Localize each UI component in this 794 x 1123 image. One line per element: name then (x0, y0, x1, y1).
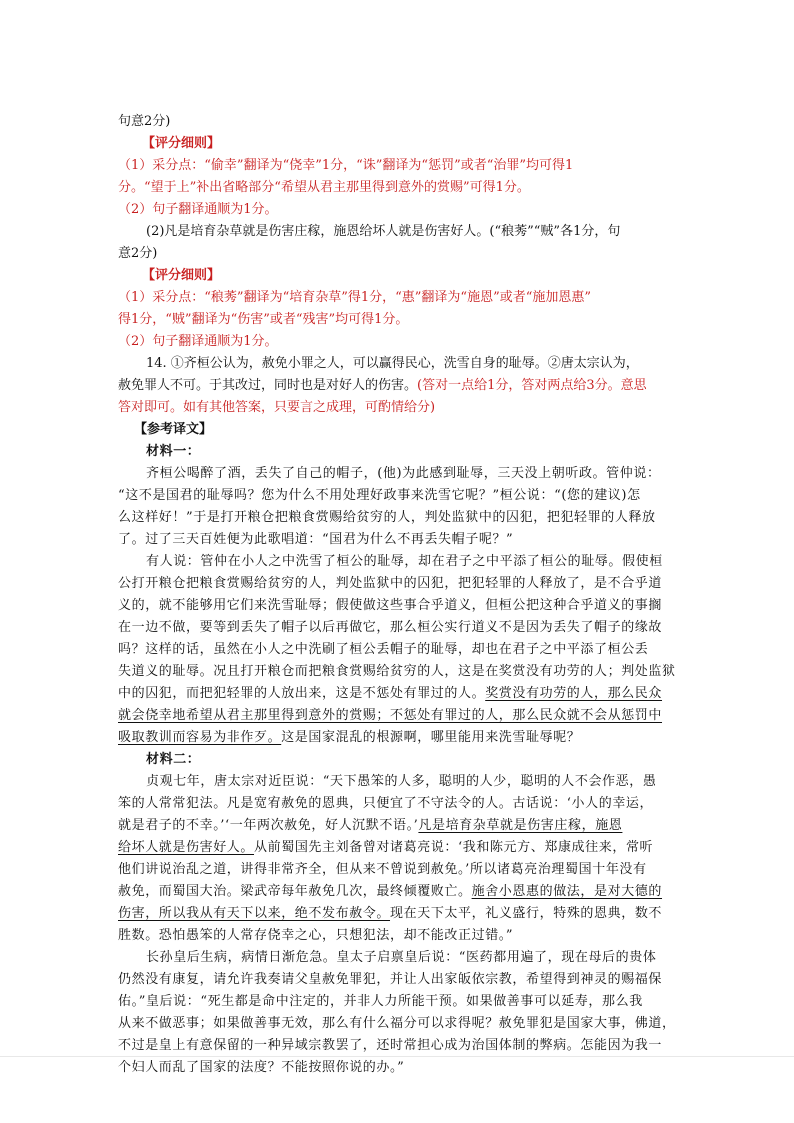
underlined-sentence: 给坏人就是伤害好人。 (118, 840, 255, 855)
underlined-sentence: 吸取教训而容易为非作歹。 (118, 730, 282, 745)
material-2-p4-line: 佑。”皇后说：“死生都是命中注定的，并非人力所能干预。如果做善事可以延寿，那么我 (118, 994, 643, 1009)
material-1-p2-text: 这是国家混乱的根源啊，哪里能用来洗雪耻辱呢？ (281, 730, 581, 745)
scoring-rule-1b: 分。“望于上”补出省略部分“希望从君主那里得到意外的赏赐”可得1分。 (118, 180, 530, 195)
material-1-p1-line: 了。过了三天百姓便为此歌唱道：“国君为什么不再丢失帽子呢？” (118, 532, 514, 547)
material-1-p1-line: “这不是国君的耻辱吗？您为什么不用处理好政事来洗雪它呢？”桓公说：“(您的建议)怎 (118, 488, 641, 503)
material-2-p3-text: 赦免，而蜀国大治。梁武帝每年赦免几次，最终倾覆败亡。 (118, 884, 472, 899)
material-1-p2-line (118, 683, 688, 705)
material-1-p2-text: 中的囚犯，而把犯轻罪的人放出来，这是不惩处有罪过的人。 (118, 686, 486, 701)
answer-q14-line-1: 14. ①齐桓公认为，赦免小罪之人，可以赢得民心，洗雪自身的耻辱。②唐太宗认为， (146, 356, 639, 371)
answer-q14-line-2 (118, 375, 688, 397)
scoring-rule-2a: （1）采分点：“稂莠”翻译为“培育杂草”得1分，“惠”翻译为“施恩”或者“施加恩惠” (118, 290, 592, 305)
material-2-title: 材料二： (146, 752, 201, 767)
answer-continuation: 句意2分) (118, 114, 171, 129)
answer-q2-line-2: 意2分) (118, 246, 158, 261)
answer-q2-line-1: (2)凡是培育杂草就是伤害庄稼，施恩给坏人就是伤害好人。(“稂莠”“贼”各1分，句 (146, 224, 621, 239)
answer-q14-scoring: (答对一点给1分，答对两点给3分。意思 (417, 378, 647, 393)
underlined-sentence: 就会侥幸地希望从君主那里得到意外的赏赐；不惩处有罪过的人，那么民众就不会从惩罚中 (118, 708, 663, 723)
translation-heading: 【参考译文】 (134, 422, 213, 437)
underlined-sentence: 奖赏没有功劳的人，那么民众 (485, 686, 663, 701)
material-1-p2-line: 有人说：管仲在小人之中洗雪了桓公的耻辱，却在君子之中平添了桓公的耻辱。假使桓 (146, 554, 663, 569)
material-1-p2-line (118, 727, 688, 749)
material-2-p3-text: 从前蜀国先主刘备曾对诸葛亮说：‘我和陈元方、郑康成往来，常听 (254, 840, 654, 855)
material-2-p4-line: 个妇人而乱了国家的法度？不能按照你说的办。” (118, 1060, 405, 1075)
material-2-p3-line (118, 903, 688, 925)
underlined-sentence: 凡是培育杂草就是伤害庄稼，施恩 (418, 818, 623, 833)
material-2-p3-line: 笨的人常常犯法。凡是宽宥赦免的恩典，只便宜了不守法令的人。古话说：‘小人的幸运， (118, 796, 654, 811)
scoring-rule-1a: （1）采分点：“偷幸”翻译为“侥幸”1分，“诛”翻译为“惩罚”或者“治罪”均可得1 (118, 158, 574, 173)
material-2-p3-text: 就是君子的不幸。’‘一年两次赦免，好人沉默不语。’ (118, 818, 419, 833)
material-2-p3-text: 现在天下太平，礼义盛行，特殊的恩典，数不 (390, 906, 663, 921)
material-1-p2-line: 义的，就不能够用它们来洗雪耻辱；假使做这些事合乎道义，但桓公把这种合乎道义的事搁 (118, 598, 663, 613)
scoring-rule-1c: （2）句子翻译通顺为1分。 (118, 202, 278, 217)
answer-q14-line-3: 答对即可。如有其他答案，只要言之成理，可酌情给分) (118, 400, 436, 415)
scoring-rule-2b: 得1分，“贼”翻译为“伤害”或者“残害”均可得1分。 (118, 312, 409, 327)
scoring-rules-heading-2: 【评分细则】 (142, 268, 221, 283)
underlined-sentence: 伤害，所以我从有天下以来，绝不发布赦令。 (118, 906, 391, 921)
material-1-p2-line: 失道义的耻辱。况且打开粮仓而把粮食赏赐给贫穷的人，这是在奖赏没有功劳的人；判处监狱 (118, 664, 676, 679)
material-2-p4-line: 仍然没有康复，请允许我奏请父皇赦免罪犯，并让人出家皈依宗教，希望得到神灵的赐福保 (118, 972, 663, 987)
material-1-title: 材料一： (146, 444, 201, 459)
answer-q14-text: 赦免罪人不可。于其改过，同时也是对好人的伤害。 (118, 378, 418, 393)
scoring-rules-heading-1: 【评分细则】 (142, 136, 221, 151)
material-2-p4-line: 长孙皇后生病，病情日渐危急。皇太子启禀皇后说：“医药都用遍了，现在母后的贵体 (146, 950, 657, 965)
material-2-p4-line: 不过是皇上有意保留的一种异域宗教罢了，还时常担心成为治国体制的弊病。怎能因为我一 (118, 1038, 663, 1053)
material-1-p2-line: 在一边不做，要等到丢失了帽子以后再做它，那么桓公实行道义不是因为丢失了帽子的缘故 (118, 620, 663, 635)
material-1-p2-line: 公打开粮仓把粮食赏赐给贫穷的人，判处监狱中的囚犯，把犯轻罪的人释放了，是不合乎道 (118, 576, 663, 591)
material-1-p2-line: 吗？这样的话，虽然在小人之中洗刷了桓公丢帽子的耻辱，却也在君子之中平添了桓公丢 (118, 642, 649, 657)
material-2-p3-line (118, 881, 688, 903)
material-2-p3-line: 胜数。恐怕愚笨的人常存侥幸之心，只想犯法，却不能改正过错。” (118, 928, 514, 943)
material-2-p3-line: 他们讲说治乱之道，讲得非常齐全，但从来不曾说到赦免。’所以诸葛亮治理蜀国十年没有 (118, 862, 647, 877)
material-2-p3-line (118, 815, 688, 837)
underlined-sentence: 施舍小恩惠的做法，是对大德的 (471, 884, 663, 899)
material-2-p3-line (118, 837, 688, 859)
page-bottom-divider (0, 1056, 794, 1057)
scoring-rule-2c: （2）句子翻译通顺为1分。 (118, 334, 278, 349)
material-1-p1-line: 齐桓公喝醉了酒，丢失了自己的帽子，(他)为此感到耻辱，三天没上朝听政。管仲说： (146, 466, 661, 481)
material-2-p3-line: 贞观七年，唐太宗对近臣说：“天下愚笨的人多，聪明的人少，聪明的人不会作恶，愚 (146, 774, 657, 789)
material-1-p1-line: 么这样好！”于是打开粮仓把粮食赏赐给贫穷的人，判处监狱中的囚犯，把犯轻罪的人释放 (118, 510, 656, 525)
material-2-p4-line: 从来不做恶事；如果做善事无效，那么有什么福分可以求得呢？赦免罪犯是国家大事，佛道， (118, 1016, 676, 1031)
